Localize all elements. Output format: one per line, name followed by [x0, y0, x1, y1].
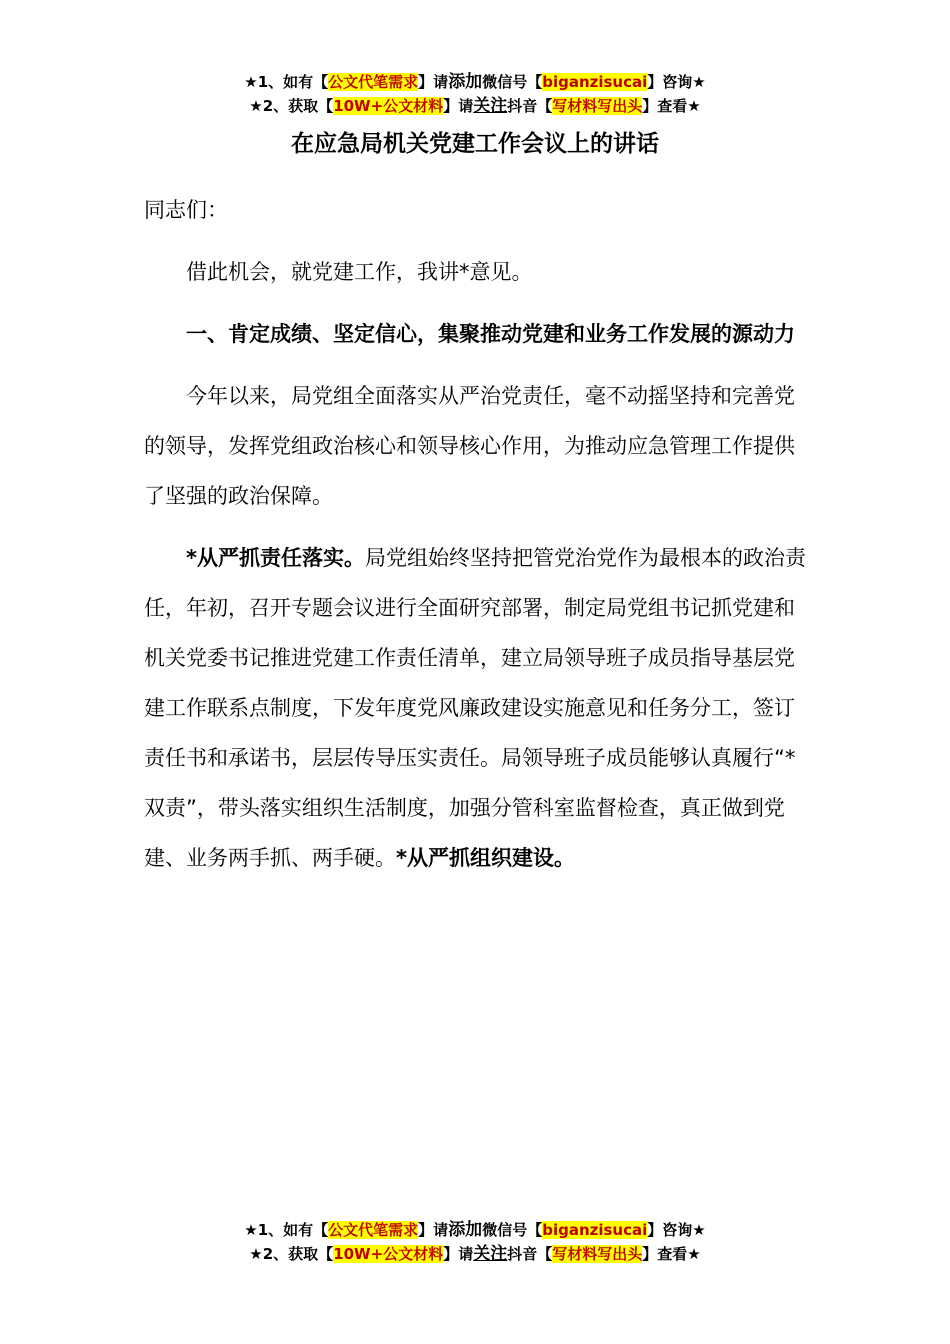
banner-text: 】请: [443, 97, 474, 115]
document-title: 在应急局机关党建工作会议上的讲话: [291, 131, 659, 157]
header-banner-line-2: [0, 94, 950, 118]
section-heading: 一、肯定成绩、坚定信心，集聚推动党建和业务工作发展的源动力: [186, 322, 795, 346]
banner-highlight: 10W+公文材料: [333, 97, 444, 115]
banner-highlight: 公文代笔需求: [328, 73, 419, 91]
banner-text: 】请: [443, 1245, 474, 1263]
body-paragraph: 今年以来，局党组全面落实从严治党责任，毫不动摇坚持和完善党的领导，发挥党组政治核心和领导核心作用，为推动应急管理工作提供了坚强的政治保障。: [144, 384, 795, 508]
banner-text: 】请: [418, 1221, 449, 1239]
banner-emphasis: 添加: [448, 1220, 483, 1240]
banner-highlight: 写材料写出头: [552, 97, 643, 115]
document-body: [144, 185, 808, 883]
banner-emphasis: 添加: [448, 72, 483, 92]
salutation: 同志们：: [144, 198, 228, 222]
intro-paragraph: 借此机会，就党建工作，我讲*意见。: [186, 260, 533, 284]
banner-text: ★2、获取【: [249, 97, 334, 115]
banner-text: 】咨询★: [647, 73, 706, 91]
banner-text: ★2、获取【: [249, 1245, 334, 1263]
banner-text: ★1、如有【: [244, 1221, 329, 1239]
paragraph-body: 局党组始终坚持把管党治党作为最根本的政治责任，年初，召开专题会议进行全面研究部署，制定局党组书记抓党建和机关党委书记推进党建工作责任清单，建立局领导班子成员指导基层党建工作联系点制度，下发年度党风廉政建设实施意见和任务分工，签订责任书和承诺书，层层传导压实责任。局领导班子成员能够认真履行“*双责”，带头落实组织生活制度，加强分管科室监督检查，真正做到党建、业务两手抓、两手硬。: [144, 546, 806, 870]
banner-highlight: 写材料写出头: [552, 1245, 643, 1263]
banner-text: 微信号【: [482, 1221, 543, 1239]
banner-highlight: biganzisucai: [542, 73, 648, 91]
banner-emphasis: 关注: [473, 1244, 508, 1264]
banner-text: 】查看★: [642, 97, 701, 115]
banner-text: 】咨询★: [647, 1221, 706, 1239]
banner-text: 】查看★: [642, 1245, 701, 1263]
banner-text: 抖音【: [507, 97, 553, 115]
banner-text: 】请: [418, 73, 449, 91]
header-banner-line-1: [0, 70, 950, 94]
banner-highlight: biganzisucai: [542, 1221, 648, 1239]
paragraph-tail: *从严抓组织建设。: [396, 846, 575, 870]
banner-emphasis: 关注: [473, 96, 508, 116]
paragraph-lead: *从严抓责任落实。: [186, 546, 365, 570]
footer-banner-line-2: [0, 1242, 950, 1266]
banner-text: 微信号【: [482, 73, 543, 91]
body-paragraph: [144, 533, 808, 883]
banner-highlight: 10W+公文材料: [333, 1245, 444, 1263]
banner-highlight: 公文代笔需求: [328, 1221, 419, 1239]
banner-text: 抖音【: [507, 1245, 553, 1263]
footer-banner-line-1: [0, 1218, 950, 1242]
banner-text: ★1、如有【: [244, 73, 329, 91]
